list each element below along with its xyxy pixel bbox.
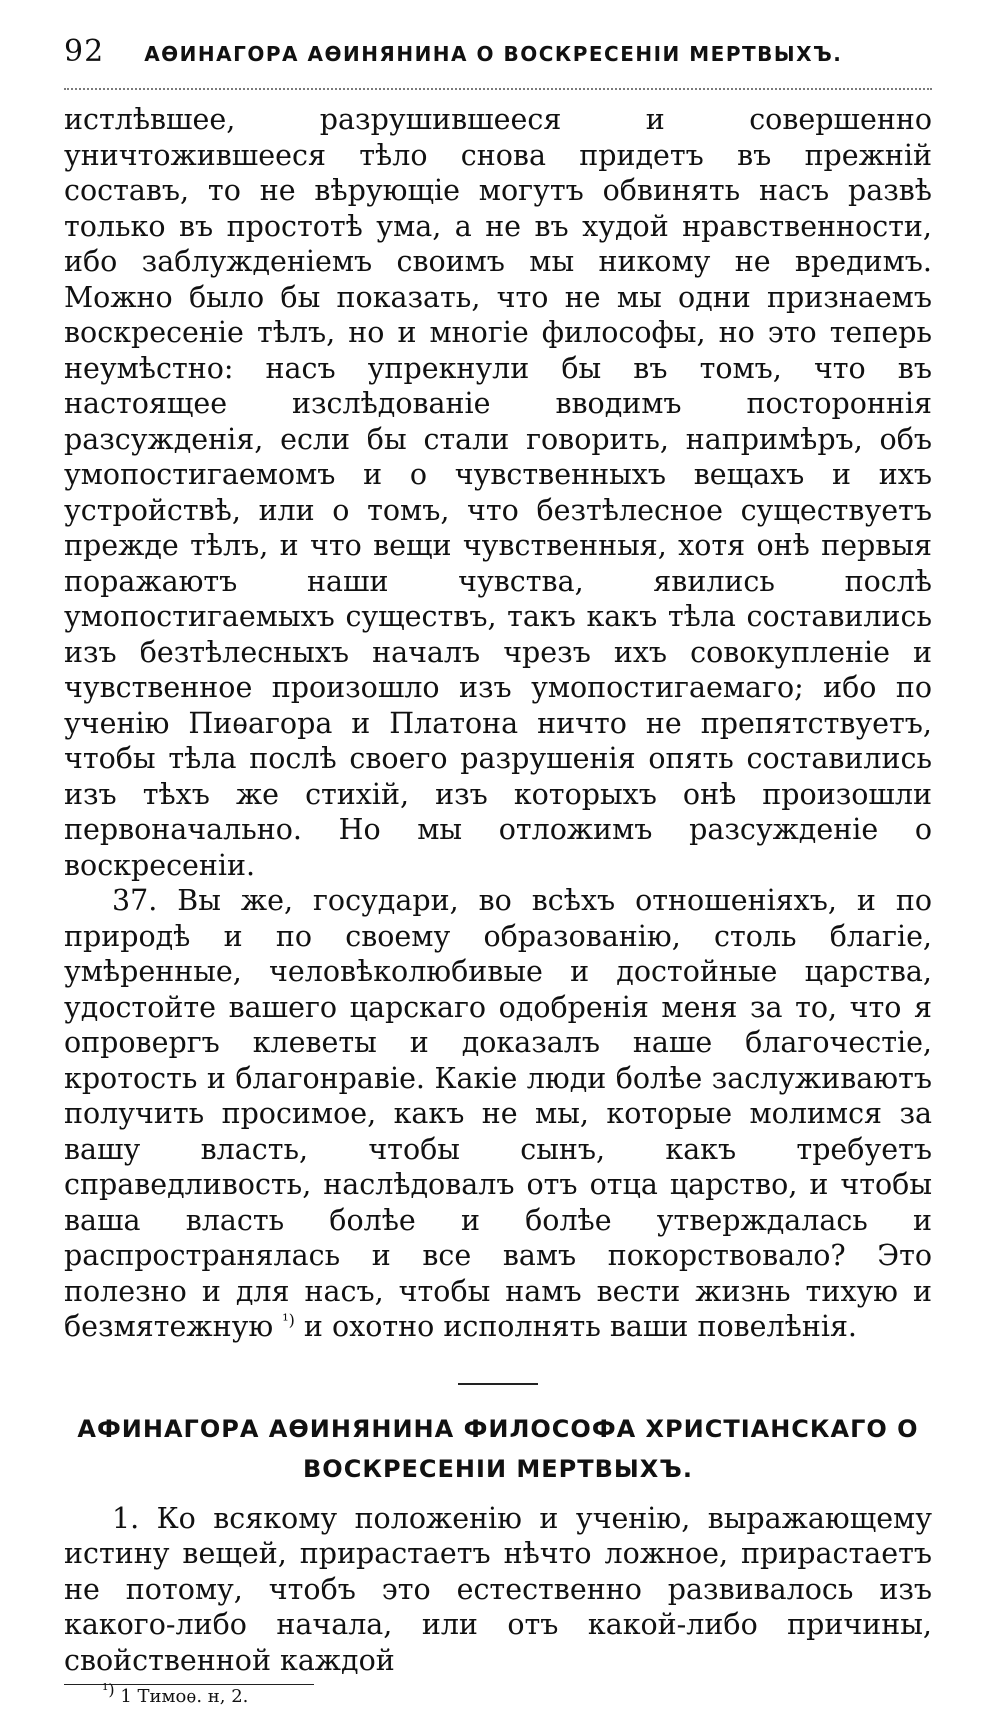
paragraph-37 [64, 883, 932, 1345]
footnote-text: 1 Тимоѳ. н, 2. [114, 1686, 249, 1707]
footnote-mark: ¹) [102, 1680, 115, 1699]
footnote [102, 1680, 932, 1709]
paragraph-37-text: 37. Вы же, государи, во всѣхъ отношеніяхъ, и по природѣ и по своему образованію, столь благіе, умѣренные, человѣколюбивые и достойные царства, удостойте вашего царскаго одобренія меня за то, что я опровергъ клеветы и доказалъ наше благочестіе, кротость и благонравіе. Какіе люди болѣе заслуживаютъ получить просимое, какъ не мы, которые молимся за вашу власть, чтобы сынъ, какъ требуетъ справедливость, наслѣдовалъ отъ отца царство, и чтобы ваша власть болѣе и болѣе утверждалась и распространялась и все вамъ покорствовало? Это полезно и для насъ, чтобы намъ вести жизнь тихую и безмятежную [64, 884, 932, 1343]
paragraph-37-ending: и охотно исполнять ваши повелѣнія. [294, 1310, 857, 1343]
paragraph-1: 1. Ко всякому положенію и ученію, выражающему истину вещей, прирастаетъ нѣчто ложное, прирастаетъ не потому, чтобъ это естественно развивалось изъ какого-либо начала, или отъ какой-либо причины, свойственной каждой [64, 1501, 932, 1677]
section-heading-line-2: ВОСКРЕСЕНІИ МЕРТВЫХЪ. [303, 1454, 693, 1483]
header-ornamental-rule [64, 78, 932, 90]
running-title: АѲИНАГОРА АѲИНЯНИНА О ВОСКРЕСЕНІИ МЕРТВЫХЪ. [144, 42, 843, 66]
page-number: 92 [64, 34, 105, 69]
section-heading [64, 1409, 932, 1489]
section-divider [458, 1383, 538, 1385]
paragraph-continued: истлѣвшее, разрушившееся и совершенно уничтожившееся тѣло снова придетъ въ прежній составъ, то не вѣрующіе могутъ обвинять насъ развѣ только въ простотѣ ума, а не въ худой нравственности, ибо заблужденіемъ своимъ мы никому не вредимъ. Можно было бы показать, что не мы одни признаемъ воскресеніе тѣлъ, но и многіе философы, но это теперь неумѣстно: насъ упрекнули бы въ томъ, что въ настоящее изслѣдованіе вводимъ постороннія разсужденія, если бы стали говорить, напримѣръ, объ умопостигаемомъ и о чувственныхъ вещахъ и ихъ устройствѣ, или о томъ, что безтѣлесное существуетъ прежде тѣлъ, и что вещи чувственныя, хотя онѣ первыя поражаютъ наши чувства, явились послѣ умопостигаемыхъ существъ, такъ какъ тѣла составились изъ безтѣлесныхъ началъ чрезъ ихъ совокупленіе и чувственное произошло изъ умопостигаемаго; ибо по ученію Пиѳагора и Платона ничто не препятствуетъ, чтобы тѣла послѣ своего разрушенія опять составились изъ тѣхъ же стихій, изъ которыхъ онѣ произошли первоначально. Но мы отложимъ разсужденіе о воскресеніи. [64, 103, 932, 882]
running-head [64, 34, 932, 74]
section-heading-line-1: АФИНАГОРА АѲИНЯНИНА ФИЛОСОФА ХРИСТІАНСКАГО О [77, 1414, 919, 1443]
book-page [64, 34, 932, 1707]
footnote-reference: ¹) [282, 1310, 295, 1330]
